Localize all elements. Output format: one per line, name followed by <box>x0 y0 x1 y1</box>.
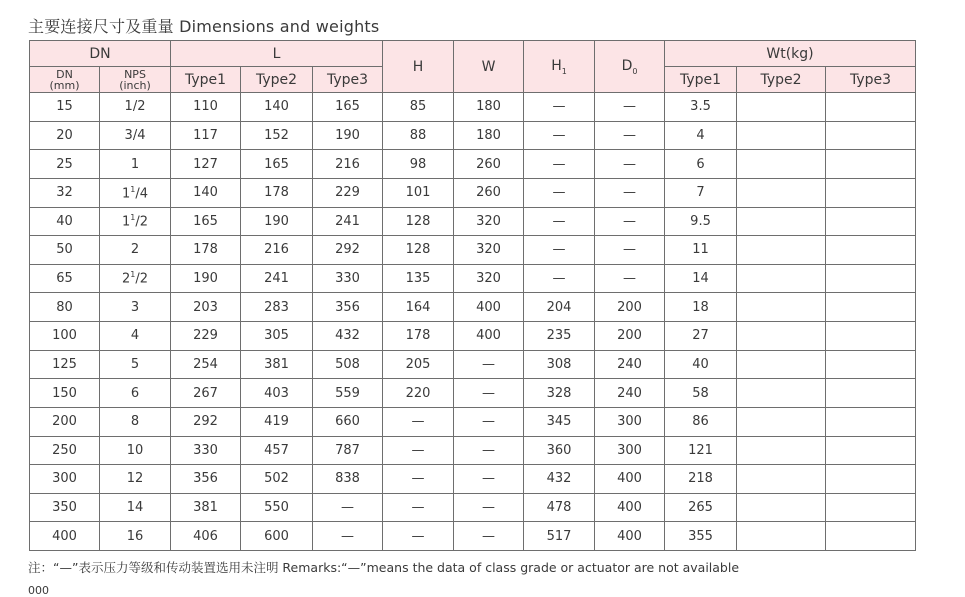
table-row <box>30 322 916 351</box>
cell-h: 205 <box>383 350 454 379</box>
cell-d0: 400 <box>595 465 665 494</box>
header-dn: DN <box>30 41 171 67</box>
cell-wt1: 355 <box>665 522 737 551</box>
cell-l3: 838 <box>313 465 383 494</box>
cell-l2: 305 <box>241 322 313 351</box>
cell-wt1: 265 <box>665 493 737 522</box>
table-row <box>30 150 916 179</box>
cell-l3: 508 <box>313 350 383 379</box>
cell-h: 98 <box>383 150 454 179</box>
cell-w: — <box>454 436 524 465</box>
cell-h1: 328 <box>524 379 595 408</box>
cell-wt1: 4 <box>665 121 737 150</box>
cell-dn: 65 <box>30 264 100 293</box>
cell-wt2 <box>737 493 826 522</box>
cell-h1: — <box>524 121 595 150</box>
cell-l1: 203 <box>171 293 241 322</box>
table-row <box>30 379 916 408</box>
cell-wt3 <box>826 93 916 122</box>
cell-l1: 356 <box>171 465 241 494</box>
cell-h1: — <box>524 236 595 265</box>
cell-nps: 16 <box>100 522 171 551</box>
cell-l1: 127 <box>171 150 241 179</box>
header-d0: $D_0$ <box>595 41 665 93</box>
cell-l2: 165 <box>241 150 313 179</box>
cell-nps: 10 <box>100 436 171 465</box>
cell-dn: 100 <box>30 322 100 351</box>
cell-d0: 400 <box>595 522 665 551</box>
cell-l3: 229 <box>313 178 383 207</box>
cell-dn: 125 <box>30 350 100 379</box>
cell-wt2 <box>737 322 826 351</box>
cell-wt1: 14 <box>665 264 737 293</box>
cell-d0: — <box>595 236 665 265</box>
cell-h1: — <box>524 93 595 122</box>
cell-l1: 178 <box>171 236 241 265</box>
cell-h1: — <box>524 178 595 207</box>
cell-l3: — <box>313 522 383 551</box>
cell-h1: 432 <box>524 465 595 494</box>
header-dn-mm: DN (mm) <box>30 67 100 93</box>
cell-l2: 241 <box>241 264 313 293</box>
cell-d0: 240 <box>595 379 665 408</box>
cell-dn: 15 <box>30 93 100 122</box>
cell-l3: 660 <box>313 407 383 436</box>
cell-wt2 <box>737 236 826 265</box>
cell-wt3 <box>826 522 916 551</box>
cell-nps: 1/2 <box>100 93 171 122</box>
cell-l2: 502 <box>241 465 313 494</box>
dimensions-table <box>29 40 916 551</box>
cell-dn: 25 <box>30 150 100 179</box>
cell-w: — <box>454 522 524 551</box>
cell-l3: 432 <box>313 322 383 351</box>
cell-wt3 <box>826 493 916 522</box>
cell-wt3 <box>826 293 916 322</box>
cell-wt2 <box>737 293 826 322</box>
cell-d0: 200 <box>595 293 665 322</box>
cell-w: 260 <box>454 178 524 207</box>
table-row <box>30 121 916 150</box>
cell-dn: 250 <box>30 436 100 465</box>
cell-h: — <box>383 493 454 522</box>
cell-l1: 117 <box>171 121 241 150</box>
cell-h: 178 <box>383 322 454 351</box>
cell-l2: 457 <box>241 436 313 465</box>
cell-dn: 350 <box>30 493 100 522</box>
cell-h1: 478 <box>524 493 595 522</box>
cell-d0: — <box>595 150 665 179</box>
cell-nps: 3/4 <box>100 121 171 150</box>
cell-dn: 50 <box>30 236 100 265</box>
cell-d0: 240 <box>595 350 665 379</box>
page-title: 主要连接尺寸及重量 Dimensions and weights <box>28 17 380 36</box>
cell-w: 320 <box>454 264 524 293</box>
cell-l2: 140 <box>241 93 313 122</box>
cell-nps: 2 <box>100 236 171 265</box>
cell-nps: 8 <box>100 407 171 436</box>
header-l-type2: Type2 <box>241 67 313 93</box>
cell-wt1: 9.5 <box>665 207 737 236</box>
header-nps-inch: NPS (inch) <box>100 67 171 93</box>
cell-w: — <box>454 379 524 408</box>
cell-h: 88 <box>383 121 454 150</box>
cell-h1: — <box>524 264 595 293</box>
table-row <box>30 178 916 207</box>
cell-h1: 360 <box>524 436 595 465</box>
header-l: L <box>171 41 383 67</box>
cell-wt3 <box>826 150 916 179</box>
cell-h: 164 <box>383 293 454 322</box>
cell-nps: 14 <box>100 493 171 522</box>
cell-w: — <box>454 493 524 522</box>
cell-l2: 178 <box>241 178 313 207</box>
header-wt-type3: Type3 <box>826 67 916 93</box>
table-row <box>30 207 916 236</box>
cell-nps: $1^1/2$ <box>100 207 171 236</box>
cell-wt2 <box>737 465 826 494</box>
header-wt: Wt(kg) <box>665 41 916 67</box>
cell-wt2 <box>737 379 826 408</box>
cell-nps: 6 <box>100 379 171 408</box>
cell-dn: 150 <box>30 379 100 408</box>
cell-wt2 <box>737 350 826 379</box>
header-wt-type2: Type2 <box>737 67 826 93</box>
cell-h1: 204 <box>524 293 595 322</box>
cell-wt1: 6 <box>665 150 737 179</box>
cell-wt3 <box>826 178 916 207</box>
table-row <box>30 493 916 522</box>
cell-l2: 190 <box>241 207 313 236</box>
table-row <box>30 264 916 293</box>
cell-l3: 787 <box>313 436 383 465</box>
cell-wt2 <box>737 522 826 551</box>
cell-wt3 <box>826 465 916 494</box>
cell-d0: — <box>595 93 665 122</box>
cell-l3: 330 <box>313 264 383 293</box>
cell-wt3 <box>826 264 916 293</box>
cell-wt1: 3.5 <box>665 93 737 122</box>
cell-l1: 110 <box>171 93 241 122</box>
cell-wt2 <box>737 93 826 122</box>
cell-dn: 300 <box>30 465 100 494</box>
cell-dn: 32 <box>30 178 100 207</box>
cell-nps: 4 <box>100 322 171 351</box>
cell-h1: 345 <box>524 407 595 436</box>
cell-h: 85 <box>383 93 454 122</box>
cell-l2: 403 <box>241 379 313 408</box>
cell-l3: 559 <box>313 379 383 408</box>
cell-l1: 381 <box>171 493 241 522</box>
cell-nps: 5 <box>100 350 171 379</box>
cell-d0: — <box>595 207 665 236</box>
cell-wt1: 7 <box>665 178 737 207</box>
cell-w: — <box>454 350 524 379</box>
cell-nps: $2^1/2$ <box>100 264 171 293</box>
cell-l1: 267 <box>171 379 241 408</box>
cell-h1: 235 <box>524 322 595 351</box>
cell-wt2 <box>737 121 826 150</box>
cell-wt3 <box>826 121 916 150</box>
cell-wt1: 218 <box>665 465 737 494</box>
cell-wt2 <box>737 436 826 465</box>
cell-l1: 165 <box>171 207 241 236</box>
cell-l1: 292 <box>171 407 241 436</box>
cell-wt1: 11 <box>665 236 737 265</box>
cell-d0: — <box>595 264 665 293</box>
table-row <box>30 293 916 322</box>
cell-wt1: 58 <box>665 379 737 408</box>
cell-w: — <box>454 465 524 494</box>
cell-wt3 <box>826 207 916 236</box>
cell-h: 135 <box>383 264 454 293</box>
page-number: 000 <box>28 584 49 597</box>
cell-l2: 550 <box>241 493 313 522</box>
cell-l2: 283 <box>241 293 313 322</box>
cell-l3: 165 <box>313 93 383 122</box>
cell-h: — <box>383 465 454 494</box>
cell-w: 180 <box>454 93 524 122</box>
cell-wt3 <box>826 436 916 465</box>
cell-nps: $1^1/4$ <box>100 178 171 207</box>
table-row <box>30 436 916 465</box>
table-row <box>30 236 916 265</box>
cell-l1: 330 <box>171 436 241 465</box>
cell-h1: — <box>524 207 595 236</box>
cell-wt3 <box>826 407 916 436</box>
remarks-note: 注：“—”表示压力等级和传动装置选用未注明 Remarks:“—”means the data of class grade or actuator are not available <box>28 560 740 575</box>
cell-w: 400 <box>454 293 524 322</box>
cell-l3: 292 <box>313 236 383 265</box>
cell-d0: — <box>595 178 665 207</box>
table-row <box>30 407 916 436</box>
cell-h1: — <box>524 150 595 179</box>
cell-l3: 356 <box>313 293 383 322</box>
cell-h: — <box>383 522 454 551</box>
table-row <box>30 522 916 551</box>
cell-w: — <box>454 407 524 436</box>
cell-l3: 190 <box>313 121 383 150</box>
cell-h1: 308 <box>524 350 595 379</box>
cell-d0: 300 <box>595 407 665 436</box>
cell-l1: 190 <box>171 264 241 293</box>
cell-h: — <box>383 407 454 436</box>
cell-dn: 80 <box>30 293 100 322</box>
cell-wt1: 40 <box>665 350 737 379</box>
cell-l1: 406 <box>171 522 241 551</box>
cell-wt3 <box>826 379 916 408</box>
cell-l3: — <box>313 493 383 522</box>
cell-dn: 400 <box>30 522 100 551</box>
table-body <box>30 93 916 551</box>
cell-d0: — <box>595 121 665 150</box>
cell-h: 128 <box>383 236 454 265</box>
cell-wt3 <box>826 350 916 379</box>
cell-w: 180 <box>454 121 524 150</box>
table-row <box>30 465 916 494</box>
header-l-type1: Type1 <box>171 67 241 93</box>
table-row <box>30 93 916 122</box>
table-row <box>30 350 916 379</box>
cell-w: 320 <box>454 236 524 265</box>
header-l-type3: Type3 <box>313 67 383 93</box>
cell-wt2 <box>737 207 826 236</box>
cell-l3: 216 <box>313 150 383 179</box>
header-h1: $H_1$ <box>524 41 595 93</box>
cell-dn: 40 <box>30 207 100 236</box>
cell-wt2 <box>737 264 826 293</box>
header-h: H <box>383 41 454 93</box>
cell-h: 220 <box>383 379 454 408</box>
cell-l2: 152 <box>241 121 313 150</box>
cell-l1: 229 <box>171 322 241 351</box>
cell-dn: 20 <box>30 121 100 150</box>
cell-w: 400 <box>454 322 524 351</box>
cell-w: 260 <box>454 150 524 179</box>
cell-w: 320 <box>454 207 524 236</box>
cell-wt2 <box>737 178 826 207</box>
cell-h: 128 <box>383 207 454 236</box>
cell-d0: 300 <box>595 436 665 465</box>
cell-wt3 <box>826 322 916 351</box>
cell-h: — <box>383 436 454 465</box>
cell-h: 101 <box>383 178 454 207</box>
header-wt-type1: Type1 <box>665 67 737 93</box>
cell-nps: 3 <box>100 293 171 322</box>
cell-l1: 140 <box>171 178 241 207</box>
cell-d0: 200 <box>595 322 665 351</box>
cell-h1: 517 <box>524 522 595 551</box>
cell-wt2 <box>737 150 826 179</box>
cell-l1: 254 <box>171 350 241 379</box>
header-w: W <box>454 41 524 93</box>
cell-l2: 216 <box>241 236 313 265</box>
cell-nps: 12 <box>100 465 171 494</box>
cell-wt1: 86 <box>665 407 737 436</box>
cell-l2: 419 <box>241 407 313 436</box>
cell-dn: 200 <box>30 407 100 436</box>
cell-wt1: 27 <box>665 322 737 351</box>
cell-wt1: 121 <box>665 436 737 465</box>
cell-l2: 600 <box>241 522 313 551</box>
cell-wt1: 18 <box>665 293 737 322</box>
cell-wt3 <box>826 236 916 265</box>
cell-d0: 400 <box>595 493 665 522</box>
cell-l2: 381 <box>241 350 313 379</box>
cell-nps: 1 <box>100 150 171 179</box>
cell-l3: 241 <box>313 207 383 236</box>
cell-wt2 <box>737 407 826 436</box>
